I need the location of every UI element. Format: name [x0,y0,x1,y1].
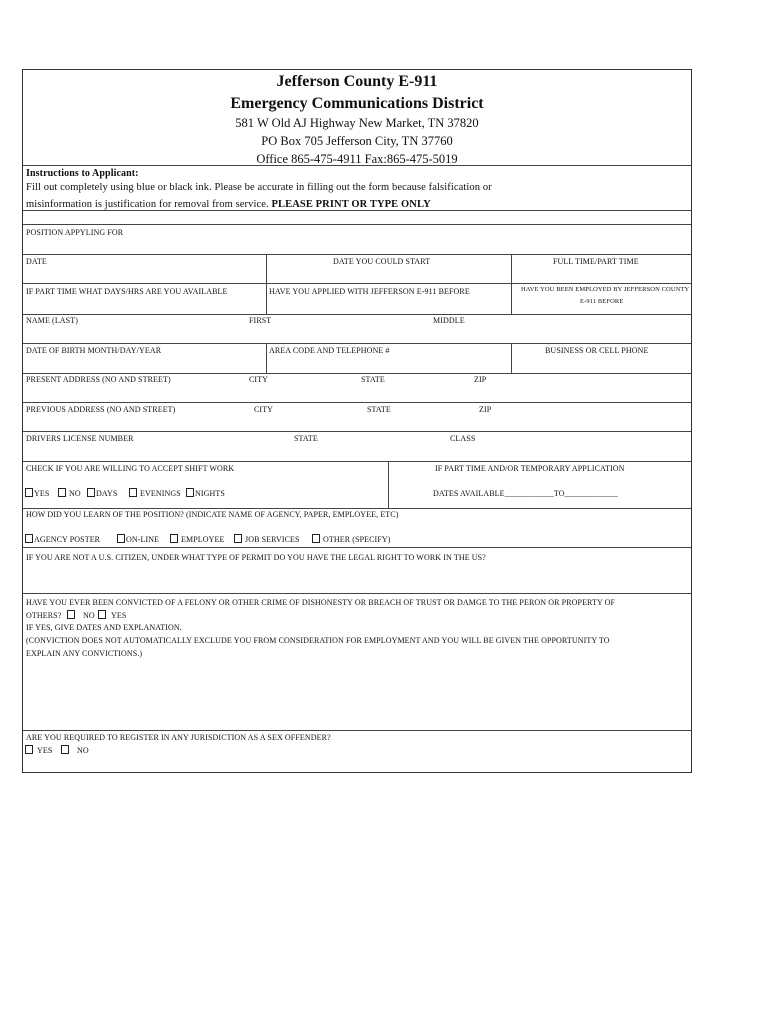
conviction-yes-checkbox[interactable] [98,610,106,619]
dates-available-label: DATES AVAILABLE____________TO_____________ [433,489,618,498]
conviction-note-2: EXPLAIN ANY CONVICTIONS.) [26,649,143,658]
sex-offender-question: ARE YOU REQUIRED TO REGISTER IN ANY JURISDICTION AS A SEX OFFENDER? [26,733,331,742]
shift-no-label: NO [69,489,81,498]
divider [23,254,691,255]
divider [266,254,267,314]
conviction-question: HAVE YOU EVER BEEN CONVICTED OF A FELONY OR OTHER CRIME OF DISHONESTY OR BREACH OF TRUST OR DAMGE TO THE PERON OR PROPERTY OF [26,598,616,607]
instructions-heading: Instructions to Applicant: [26,168,139,179]
divider [23,593,691,594]
address-line-1: 581 W Old AJ Highway New Market, TN 37820 [235,116,479,130]
applied-before-label: HAVE YOU APPLIED WITH JEFFERSON E-911 BEFORE [269,287,470,296]
present-city-label: CITY [249,375,269,384]
address-line-2: PO Box 705 Jefferson City, TN 37760 [261,134,453,148]
sex-offender-no-label: NO [77,746,89,755]
date-label: DATE [26,257,47,266]
sex-offender-yes-label: YES [37,746,53,755]
divider [388,461,389,508]
sex-offender-no-checkbox[interactable] [61,745,69,754]
divider [511,343,512,373]
business-phone-label: BUSINESS OR CELL PHONE [545,346,649,355]
temp-application-label: IF PART TIME AND/OR TEMPORARY APPLICATION [435,464,625,473]
license-class-label: CLASS [450,434,476,443]
license-label: DRIVERS LICENSE NUMBER [26,434,134,443]
part-time-days-label: IF PART TIME WHAT DAYS/HRS ARE YOU AVAILABLE [26,287,228,296]
conviction-others-label: OTHERS? [26,611,62,620]
divider [23,314,691,315]
employed-before-label-1: HAVE YOU BEEN EMPLOYED BY JEFFERSON COUNTY [521,286,690,293]
employee-label: EMPLOYEE [181,535,225,544]
nights-checkbox[interactable] [186,488,194,497]
present-state-label: STATE [361,375,385,384]
middle-name-label: MIDDLE [433,316,465,325]
divider [23,210,691,211]
instructions-line-1: Fill out completely using blue or black ink. Please be accurate in filling out the form because falsification or [26,182,492,193]
shift-work-label: CHECK IF YOU ARE WILLING TO ACCEPT SHIFT WORK [26,464,235,473]
divider [23,402,691,403]
divider [23,547,691,548]
dob-label: DATE OF BIRTH MONTH/DAY/YEAR [26,346,162,355]
agency-poster-label: AGENCY POSTER [34,535,101,544]
conviction-no-label: NO [83,611,95,620]
divider [266,343,267,373]
instructions-line-2: misinformation is justification for removal from service. PLEASE PRINT OR TYPE ONLY [26,199,431,210]
divider [23,165,691,166]
full-part-time-label: FULL TIME/PART TIME [553,257,639,266]
days-checkbox[interactable] [87,488,95,497]
print-notice: PLEASE PRINT OR TYPE ONLY [271,199,431,210]
shift-no-checkbox[interactable] [58,488,66,497]
job-services-label: JOB SERVICES [245,535,300,544]
job-services-checkbox[interactable] [234,534,242,543]
divider [23,283,691,284]
sex-offender-yes-checkbox[interactable] [25,745,33,754]
divider [23,373,691,374]
name-last-label: NAME (LAST) [26,316,78,325]
divider [23,508,691,509]
agency-poster-checkbox[interactable] [25,534,33,543]
present-address-label: PRESENT ADDRESS (NO AND STREET) [26,375,171,384]
learn-position-label: HOW DID YOU LEARN OF THE POSITION? (INDICATE NAME OF AGENCY, PAPER, EMPLOYEE, ETC) [26,510,399,519]
previous-city-label: CITY [254,405,274,414]
license-state-label: STATE [294,434,318,443]
divider [23,343,691,344]
days-label: DAYS [96,489,118,498]
divider [23,730,691,731]
evenings-checkbox[interactable] [129,488,137,497]
first-name-label: FIRST [249,316,272,325]
employed-before-label-2: E-911 BEFORE [580,298,624,305]
divider [511,254,512,314]
previous-address-label: PREVIOUS ADDRESS (NO AND STREET) [26,405,176,414]
conviction-note-1: (CONVICTION DOES NOT AUTOMATICALLY EXCLUDE YOU FROM CONSIDERATION FOR EMPLOYMENT AND YOU WILL BE GIVEN THE OPPORTUNITY TO [26,636,610,645]
divider [23,431,691,432]
telephone-label: AREA CODE AND TELEPHONE # [269,346,390,355]
divider [23,224,691,225]
evenings-label: EVENINGS [140,489,181,498]
phone-line: Office 865-475-4911 Fax:865-475-5019 [256,152,458,166]
shift-yes-checkbox[interactable] [25,488,33,497]
divider [23,461,691,462]
other-checkbox[interactable] [312,534,320,543]
previous-zip-label: ZIP [479,405,492,414]
conviction-no-checkbox[interactable] [67,610,75,619]
online-checkbox[interactable] [117,534,125,543]
present-zip-label: ZIP [474,375,487,384]
start-date-label: DATE YOU COULD START [333,257,431,266]
position-label: POSITION APPYLING FOR [26,228,124,237]
employee-checkbox[interactable] [170,534,178,543]
other-label: OTHER (SPECIFY) [323,535,391,544]
conviction-explain-label: IF YES, GIVE DATES AND EXPLANATION. [26,623,182,632]
previous-state-label: STATE [367,405,391,414]
application-form [22,69,692,773]
nights-label: NIGHTS [195,489,225,498]
citizenship-label: IF YOU ARE NOT A U.S. CITIZEN, UNDER WHAT TYPE OF PERMIT DO YOU HAVE THE LEGAL RIGHT TO WORK IN THE US? [26,553,486,562]
shift-yes-label: YES [34,489,50,498]
conviction-yes-label: YES [111,611,127,620]
agency-subtitle: Emergency Communications District [230,95,484,112]
online-label: ON-LINE [126,535,160,544]
agency-title: Jefferson County E-911 [276,73,438,90]
